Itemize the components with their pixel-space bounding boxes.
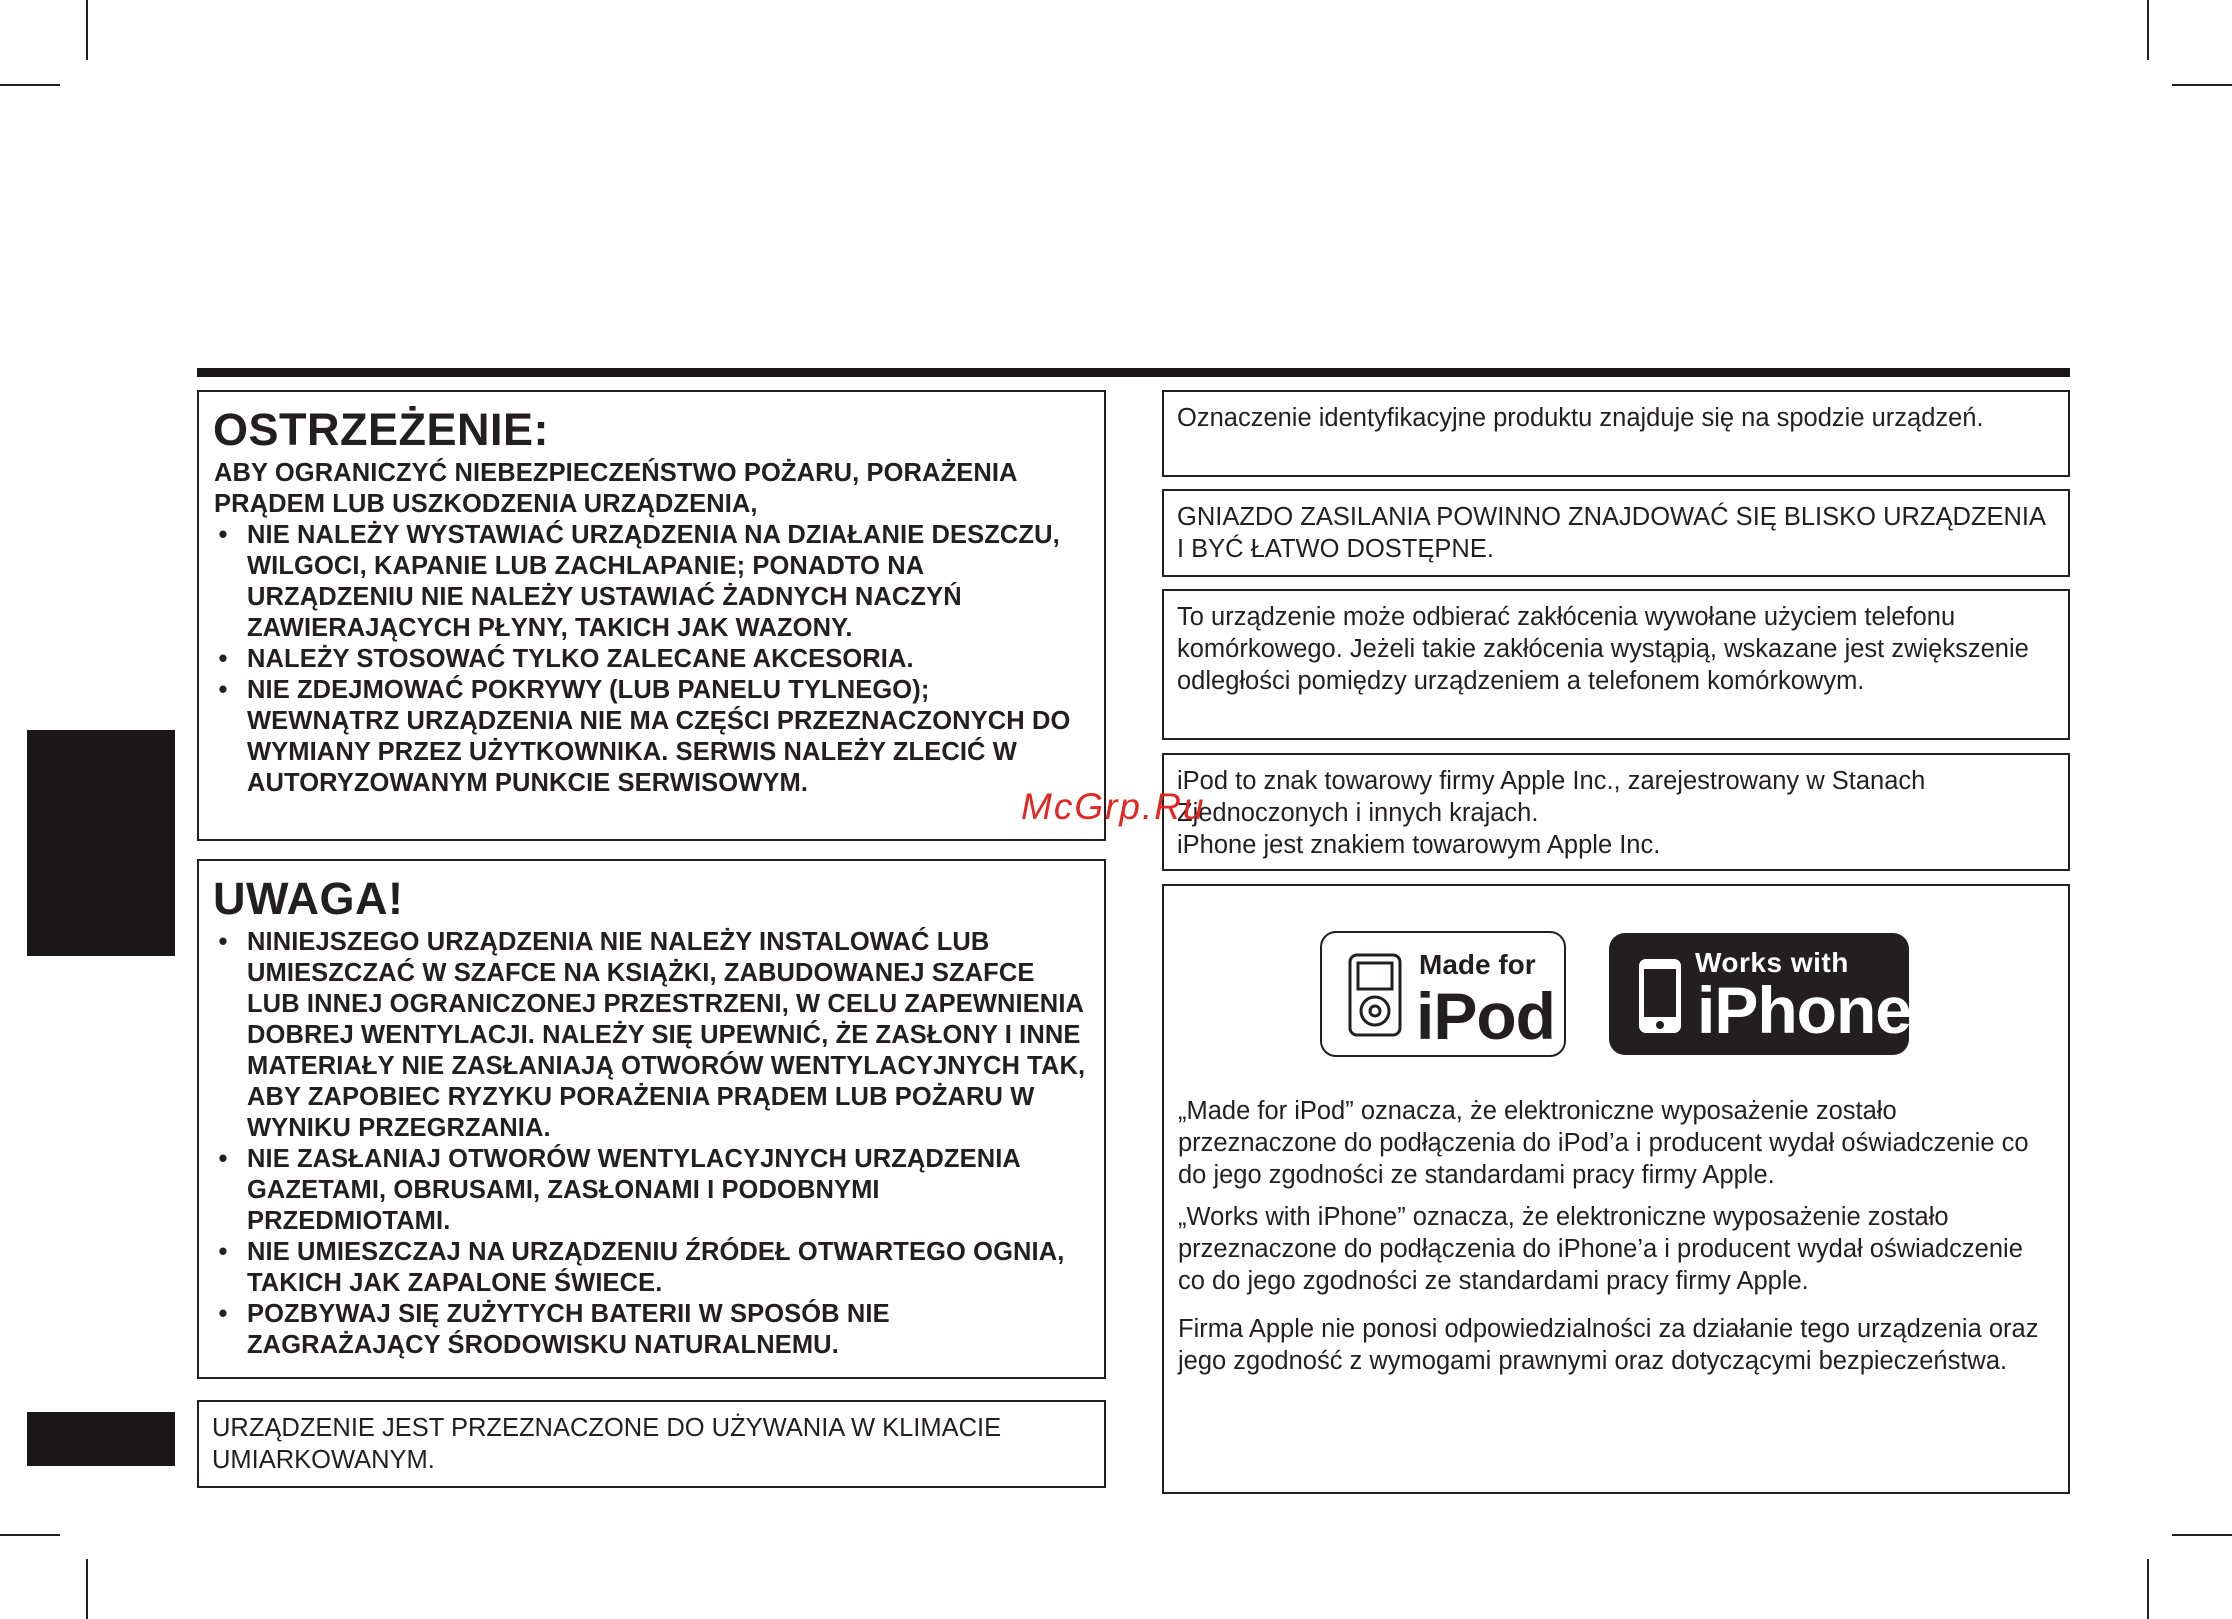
list-item: • POZBYWAJ SIĘ ZUŻYTYCH BATERII W SPOSÓB NIE ZAGRAŻAJĄCY ŚRODOWISKU NATURALNEMU. xyxy=(218,1300,890,1359)
list-item: • NIE ZDEJMOWAĆ POKRYWY (LUB PANELU TYLNEGO); WEWNĄTRZ URZĄDZENIA NIE MA CZĘŚCI PRZEZNACZONYCH DO WYMIANY PRZEZ UŻYTKOWNIKA. SERWIS NALEŻY ZLECIĆ W AUTORYZOWANYM PUNKCIE SERWISOWYM. xyxy=(218,676,1071,797)
page-number-tab xyxy=(27,1412,175,1466)
crop-mark xyxy=(2147,1559,2149,1619)
made-for-ipod-paragraph: „Made for iPod” oznacza, że elektroniczne wyposażenie zostało przeznaczone do podłączenia do iPod’a i producent wydał oświadczenie co do jego zgodności ze standardami pracy firmy Apple. xyxy=(1178,1097,2029,1189)
list-item: • NIE NALEŻY WYSTAWIAĆ URZĄDZENIA NA DZIAŁANIE DESZCZU, WILGOCI, KAPANIE LUB ZACHLAPANIE; PONADTO NA URZĄDZENIU NIE NALEŻY USTAWIAĆ ŻADNYCH NACZYŃ ZAWIERAJĄCYCH PŁYNY, TAKICH JAK WAZONY. xyxy=(218,521,1060,642)
ipod-badge-big-text: iPod xyxy=(1416,979,1555,1053)
mobile-note: To urządzenie może odbierać zakłócenia wywołane użyciem telefonu komórkowego. Jeżeli takie zakłócenia wystąpią, wskazane jest zwiększenie odległości pomiędzy urządzeniem a telefonem komórkowym. xyxy=(1177,603,2029,695)
crop-mark xyxy=(2147,0,2149,60)
crop-mark xyxy=(86,0,88,60)
made-for-ipod-badge xyxy=(1320,931,1566,1057)
logo-row xyxy=(1164,931,2068,1061)
list-item: • NIE UMIESZCZAJ NA URZĄDZENIU ŹRÓDEŁ OTWARTEGO OGNIA, TAKICH JAK ZAPALONE ŚWIECE. xyxy=(218,1238,1065,1297)
id-note: Oznaczenie identyfikacyjne produktu znajduje się na spodzie urządzeń. xyxy=(1177,404,1984,432)
caution-heading: UWAGA! xyxy=(213,873,404,924)
climate-note-box xyxy=(197,1400,1106,1488)
socket-note-box xyxy=(1162,489,2070,577)
crop-mark xyxy=(86,1559,88,1619)
apple-disclaimer-paragraph: Firma Apple nie ponosi odpowiedzialności za działanie tego urządzenia oraz jego zgodność z wymogami prawnymi oraz dotyczącymi bezpieczeństwa. xyxy=(1178,1315,2039,1375)
crop-mark xyxy=(0,84,60,86)
works-with-iphone-paragraph: „Works with iPhone” oznacza, że elektroniczne wyposażenie zostało przeznaczone do podłączenia do iPhone’a i producent wydał oświadczenie co do jego zgodności ze standardami pracy firmy Apple. xyxy=(1178,1203,2023,1295)
warning-intro: ABY OGRANICZYĆ NIEBEZPIECZEŃSTWO POŻARU, PORAŻENIA PRĄDEM LUB USZKODZENIA URZĄDZENIA, xyxy=(214,459,1017,518)
trademark-box xyxy=(1162,753,2070,871)
ipod-icon xyxy=(1348,953,1402,1037)
list-item: • NIE ZASŁANIAJ OTWORÓW WENTYLACYJNYCH URZĄDZENIA GAZETAMI, OBRUSAMI, ZASŁONAMI I PODOBNYMI PRZEDMIOTAMI. xyxy=(218,1145,1020,1235)
id-note-box xyxy=(1162,390,2070,477)
ipod-badge-small-text: Made for xyxy=(1419,949,1536,980)
list-item: • NALEŻY STOSOWAĆ TYLKO ZALECANE AKCESORIA. xyxy=(218,645,914,673)
works-with-iphone-badge xyxy=(1609,933,1912,1055)
crop-mark xyxy=(2172,84,2232,86)
list-item: • NINIEJSZEGO URZĄDZENIA NIE NALEŻY INSTALOWAĆ LUB UMIESZCZAĆ W SZAFCE NA KSIĄŻKI, ZABUDOWANEJ SZAFCE LUB INNEJ OGRANICZONEJ PRZESTRZENI, W CELU ZAPEWNIENIA DOBREJ WENTYLACJI. NALEŻY SIĘ UPEWNIĆ, ŻE ZASŁONY I INNE MATERIAŁY NIE ZASŁANIAJĄ OTWORÓW WENTYLACYJNYCH TAK, ABY ZAPOBIEC RYZYKU PORAŻENIA PRĄDEM LUB POŻARU W WYNIKU PRZEGRZANIA. xyxy=(218,928,1086,1142)
iphone-badge-small-text: Works with xyxy=(1695,947,1849,978)
language-tab xyxy=(27,730,175,956)
warning-heading: OSTRZEŻENIE: xyxy=(213,404,550,455)
warning-list xyxy=(213,520,1086,799)
caution-box xyxy=(197,859,1106,1379)
crop-mark xyxy=(0,1534,60,1536)
trademark-line-1: iPod to znak towarowy firmy Apple Inc., zarejestrowany w Stanach Zjednoczonych i innych krajach. xyxy=(1177,767,1926,827)
caution-list xyxy=(213,927,1086,1361)
trademark-line-2: iPhone jest znakiem towarowym Apple Inc. xyxy=(1177,831,1661,859)
warning-box xyxy=(197,390,1106,841)
iphone-badge-big-text: iPhone xyxy=(1697,973,1912,1047)
mobile-note-box xyxy=(1162,589,2070,740)
iphone-icon xyxy=(1639,959,1681,1033)
logos-box xyxy=(1162,884,2070,1494)
top-rule xyxy=(197,368,2070,377)
logo-explanation xyxy=(1178,1095,2048,1387)
crop-mark xyxy=(2172,1534,2232,1536)
climate-note: URZĄDZENIE JEST PRZEZNACZONE DO UŻYWANIA W KLIMACIE UMIARKOWANYM. xyxy=(212,1414,1002,1474)
socket-note: GNIAZDO ZASILANIA POWINNO ZNAJDOWAĆ SIĘ BLISKO URZĄDZENIA I BYĆ ŁATWO DOSTĘPNE. xyxy=(1177,503,2045,563)
watermark: McGrp.Ru xyxy=(1021,786,1206,827)
